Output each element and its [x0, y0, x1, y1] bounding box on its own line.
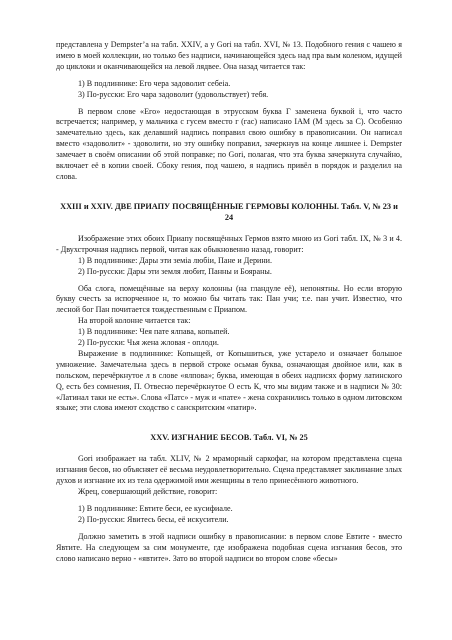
- section1-paragraph-3: На второй колонне читается так:: [78, 316, 191, 326]
- list-item: 1) В подлиннике: Евтите беси, ее кусифиале.: [78, 504, 233, 513]
- section1-inscription-list-2: [56, 327, 402, 349]
- list-item: 1) В подлиннике: Его чера задоволит себеiа.: [78, 78, 231, 88]
- list-item: 2) По-русски: Явитесь бесы, её искусители.: [78, 514, 229, 524]
- section2-paragraph-3: Должно заметить в этой надписи ошибку в правописании: в первом слове Евтите - вместо Явтите. На следующем за сим монументе, где изображена подобная сцена изгнания бесов, это слово написано верно - «явтите». Зато во второй надписи во втором слове «бесы»: [56, 531, 402, 563]
- list-item: 2) По-русски: Чья жена жловая - оплоди.: [78, 338, 219, 348]
- list-item: 2) По-русски: Дары эти земля любит, Панны и Бояраны.: [78, 266, 272, 276]
- intro-inscription-list: [56, 79, 402, 101]
- intro-paragraph-2: В первом слове «Его» недостающая в этрусском буква Г заменена буквой i, что часто встречается; например, у мальчика с гусем вместо г (гас) написано IAM (M здесь за С). Особенно замечательно здесь, как делавший надпись поправил свою ошибку в правописании. Он написал вместо «задоволит» - здоволити, но эту ошибку поправил, зачеркнув на конце лишнее i. Dempster замечает в своём описании об этой поправке; по Gori, полагая, что эта буква зачеркнута случайно, включает её в копии своей. Сбоку гения, под чашею, я надпись привёл в порядок и разделил на слова.: [56, 106, 402, 181]
- section1-paragraph-1: Изображение этих обоих Приапу посвящённых Гермов взято мною из Gori табл. IX, № 3 и 4. - Двухстрочная надпись первой, читая как обыкновенно назад, говорит:: [56, 233, 402, 254]
- intro-paragraph-1: представлена у Dempster’а на табл. XXIV, а у Gori на табл. XVI, № 13. Подобного гения с чашею я имею в моей коллекции, но только без надписи, начинающейся здесь над пра вым коленом, идущей до циклоки и оканчивающейся на левой лядвее. Она назад читается так:: [56, 40, 402, 71]
- section-heading-priapus: XXIII и XXIV. ДВЕ ПРИАПУ ПОСВЯЩЁННЫЕ ГЕРМОВЫ КОЛОННЫ. Табл. V, № 23 и 24: [60, 201, 398, 222]
- list-item: 1) В подлиннике: Чея пате ялпава, копыпей.: [78, 327, 230, 337]
- section2-inscription-list: [56, 504, 402, 526]
- section1-inscription-list-1: [56, 256, 402, 278]
- section-heading-exorcism: XXV. ИЗГНАНИЕ БЕСОВ. Табл. VI, № 25: [150, 433, 308, 443]
- section2-paragraph-1: Gori изображает на табл. XLIV, № 2 мраморный саркофаг, на котором представлена сцена изгнания бесов, но объясняет её весьма неудовлетворительно. Сцена представляет заклинание злых духов и изгнание их из тела одержимой ими женщины в тело принесённого животного.: [56, 454, 402, 486]
- list-item: 3) По-русски: Его чара задоволит (удовольствует) тебя.: [78, 89, 269, 99]
- section1-paragraph-4: Выражение в подлиннике: Копыщей, от Копышиться, уже устарело и означает большое умножение. Замечательна здесь в первой строке осьмая буква, означающая двойное или, как в польском, перечёркнутое л в слове «ялпова»; буква, имеющая в обеих надписях форму латинского Q, есть без сомнения, П. Отвесно перечёркнутое O есть К, что мы видим также и в надписи № 30: «Латинал таки не есть». Слова «Патс» - муж и «пате» - жена сохранились только в одном литовском языке; эти слова имеют сходство с санскритским «патир».: [56, 348, 402, 413]
- section2-paragraph-2: Жрец, совершающий действие, говорит:: [78, 487, 218, 497]
- list-item: 1) В подлиннике: Дары эти земiа любiи, Пане и Дерини.: [78, 255, 273, 265]
- section1-paragraph-2: Оба слога, помещённые на верху колонны (на гландуле её), непонятны. Но если вторую букву счесть за испорченное н, то можно бы читать так: Пан учи; т.е. пан учит. Известно, что лесной бог Пан почитается тождественным с Приапом.: [56, 283, 402, 315]
